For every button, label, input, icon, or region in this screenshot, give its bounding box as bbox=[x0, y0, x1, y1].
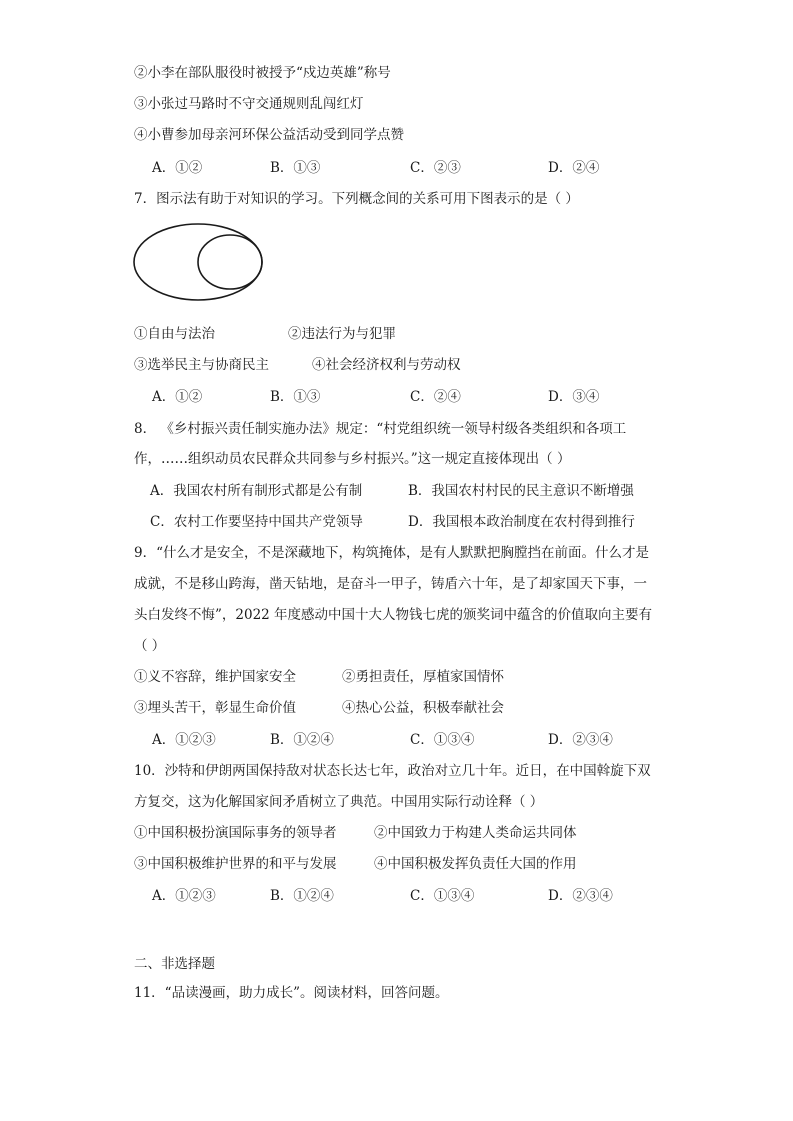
q10-items-row-1 bbox=[134, 824, 654, 842]
q10-options bbox=[152, 887, 632, 905]
q6-option-d[interactable]: D．②④ bbox=[548, 160, 600, 176]
venn-diagram bbox=[132, 222, 268, 302]
q7-option-a[interactable]: A．①② bbox=[152, 389, 203, 405]
q6-option-b[interactable]: B．①③ bbox=[270, 160, 321, 176]
q10-option-b[interactable]: B．①②④ bbox=[270, 888, 334, 904]
q10-stem-line-1: 10．沙特和伊朗两国保持敌对状态长达七年，政治对立几十年。近日，在中国斡旋下双 bbox=[134, 763, 651, 779]
q10-item-1: ①中国积极扮演国际事务的领导者 bbox=[134, 825, 337, 841]
q9-stem-line-3: 头白发终不悔”，2022 年度感动中国十大人物钱七虎的颁奖词中蕴含的价值取向主要有 bbox=[134, 607, 653, 623]
q9-option-b[interactable]: B．①②④ bbox=[270, 732, 334, 748]
q9-items-row-1 bbox=[134, 668, 654, 686]
q6-option-a[interactable]: A．①② bbox=[152, 160, 203, 176]
q10-items-row-2 bbox=[134, 855, 654, 873]
q6-option-c[interactable]: C．②③ bbox=[410, 160, 461, 176]
q10-option-a[interactable]: A．①②③ bbox=[152, 888, 216, 904]
q8-option-d[interactable]: D．我国根本政治制度在农村得到推行 bbox=[408, 514, 635, 530]
q9-option-d[interactable]: D．②③④ bbox=[548, 732, 613, 748]
q7-option-c[interactable]: C．②④ bbox=[410, 389, 461, 405]
q7-item-2: ②违法行为与犯罪 bbox=[288, 326, 396, 342]
q11-stem: 11．“品读漫画，助力成长”。阅读材料，回答问题。 bbox=[134, 985, 449, 1001]
q10-item-4: ④中国积极发挥负责任大国的作用 bbox=[374, 856, 577, 872]
q9-options bbox=[152, 731, 632, 749]
q9-stem-line-1: 9．“什么才是安全，不是深藏地下，构筑掩体，是有人默默把胸膛挡在前面。什么才是 bbox=[134, 545, 649, 561]
q8-stem-line-1: 8． 《乡村振兴责任制实施办法》规定：“村党组织统一领导村级各类组织和各项工 bbox=[134, 421, 627, 437]
q6-options bbox=[152, 159, 632, 177]
q10-option-c[interactable]: C．①③④ bbox=[410, 888, 475, 904]
q8-stem-line-2: 作，……组织动员农民群众共同参与乡村振兴。”这一规定直接体现出（ ） bbox=[134, 451, 571, 467]
q7-item-1: ①自由与法治 bbox=[134, 326, 215, 342]
q10-item-2: ②中国致力于构建人类命运共同体 bbox=[374, 825, 577, 841]
q9-option-a[interactable]: A．①②③ bbox=[152, 732, 216, 748]
q7-items-row-2 bbox=[134, 356, 654, 374]
q10-stem-line-2: 方复交，这为化解国家间矛盾树立了典范。中国用实际行动诠释（ ） bbox=[134, 794, 544, 810]
q7-items-row-1 bbox=[134, 325, 654, 343]
q6-item-3: ③小张过马路时不守交通规则乱闯红灯 bbox=[134, 96, 364, 112]
q7-item-3: ③选举民主与协商民主 bbox=[134, 357, 269, 373]
q8-options-row-1 bbox=[150, 482, 670, 500]
inner-circle bbox=[198, 235, 262, 289]
section-heading: 二、非选择题 bbox=[134, 956, 215, 972]
q8-options-row-2 bbox=[150, 513, 670, 531]
q7-stem: 7．图示法有助于对知识的学习。下列概念间的关系可用下图表示的是（ ） bbox=[134, 191, 579, 207]
q6-item-4: ④小曹参加母亲河环保公益活动受到同学点赞 bbox=[134, 127, 404, 143]
q8-option-a[interactable]: A．我国农村所有制形式都是公有制 bbox=[150, 483, 363, 499]
q9-option-c[interactable]: C．①③④ bbox=[410, 732, 475, 748]
q9-item-4: ④热心公益，积极奉献社会 bbox=[342, 700, 504, 716]
q9-item-2: ②勇担责任，厚植家国情怀 bbox=[342, 669, 504, 685]
q7-option-b[interactable]: B．①③ bbox=[270, 389, 321, 405]
q8-option-b[interactable]: B．我国农村村民的民主意识不断增强 bbox=[408, 483, 634, 499]
q10-item-3: ③中国积极维护世界的和平与发展 bbox=[134, 856, 337, 872]
q7-options bbox=[152, 388, 632, 406]
q7-item-4: ④社会经济权利与劳动权 bbox=[312, 357, 461, 373]
q8-option-c[interactable]: C．农村工作要坚持中国共产党领导 bbox=[150, 514, 363, 530]
q9-stem-line-2: 成就，不是移山跨海，凿天钻地，是奋斗一甲子，铸盾六十年，是了却家国天下事，一 bbox=[134, 576, 647, 592]
q9-item-1: ①义不容辞，维护国家安全 bbox=[134, 669, 296, 685]
q6-item-2: ②小李在部队服役时被授予“戍边英雄”称号 bbox=[134, 65, 391, 81]
q10-option-d[interactable]: D．②③④ bbox=[548, 888, 613, 904]
q9-items-row-2 bbox=[134, 699, 654, 717]
q7-option-d[interactable]: D．③④ bbox=[548, 389, 600, 405]
q9-stem-line-4: （ ） bbox=[134, 638, 166, 654]
q9-item-3: ③埋头苦干，彰显生命价值 bbox=[134, 700, 296, 716]
